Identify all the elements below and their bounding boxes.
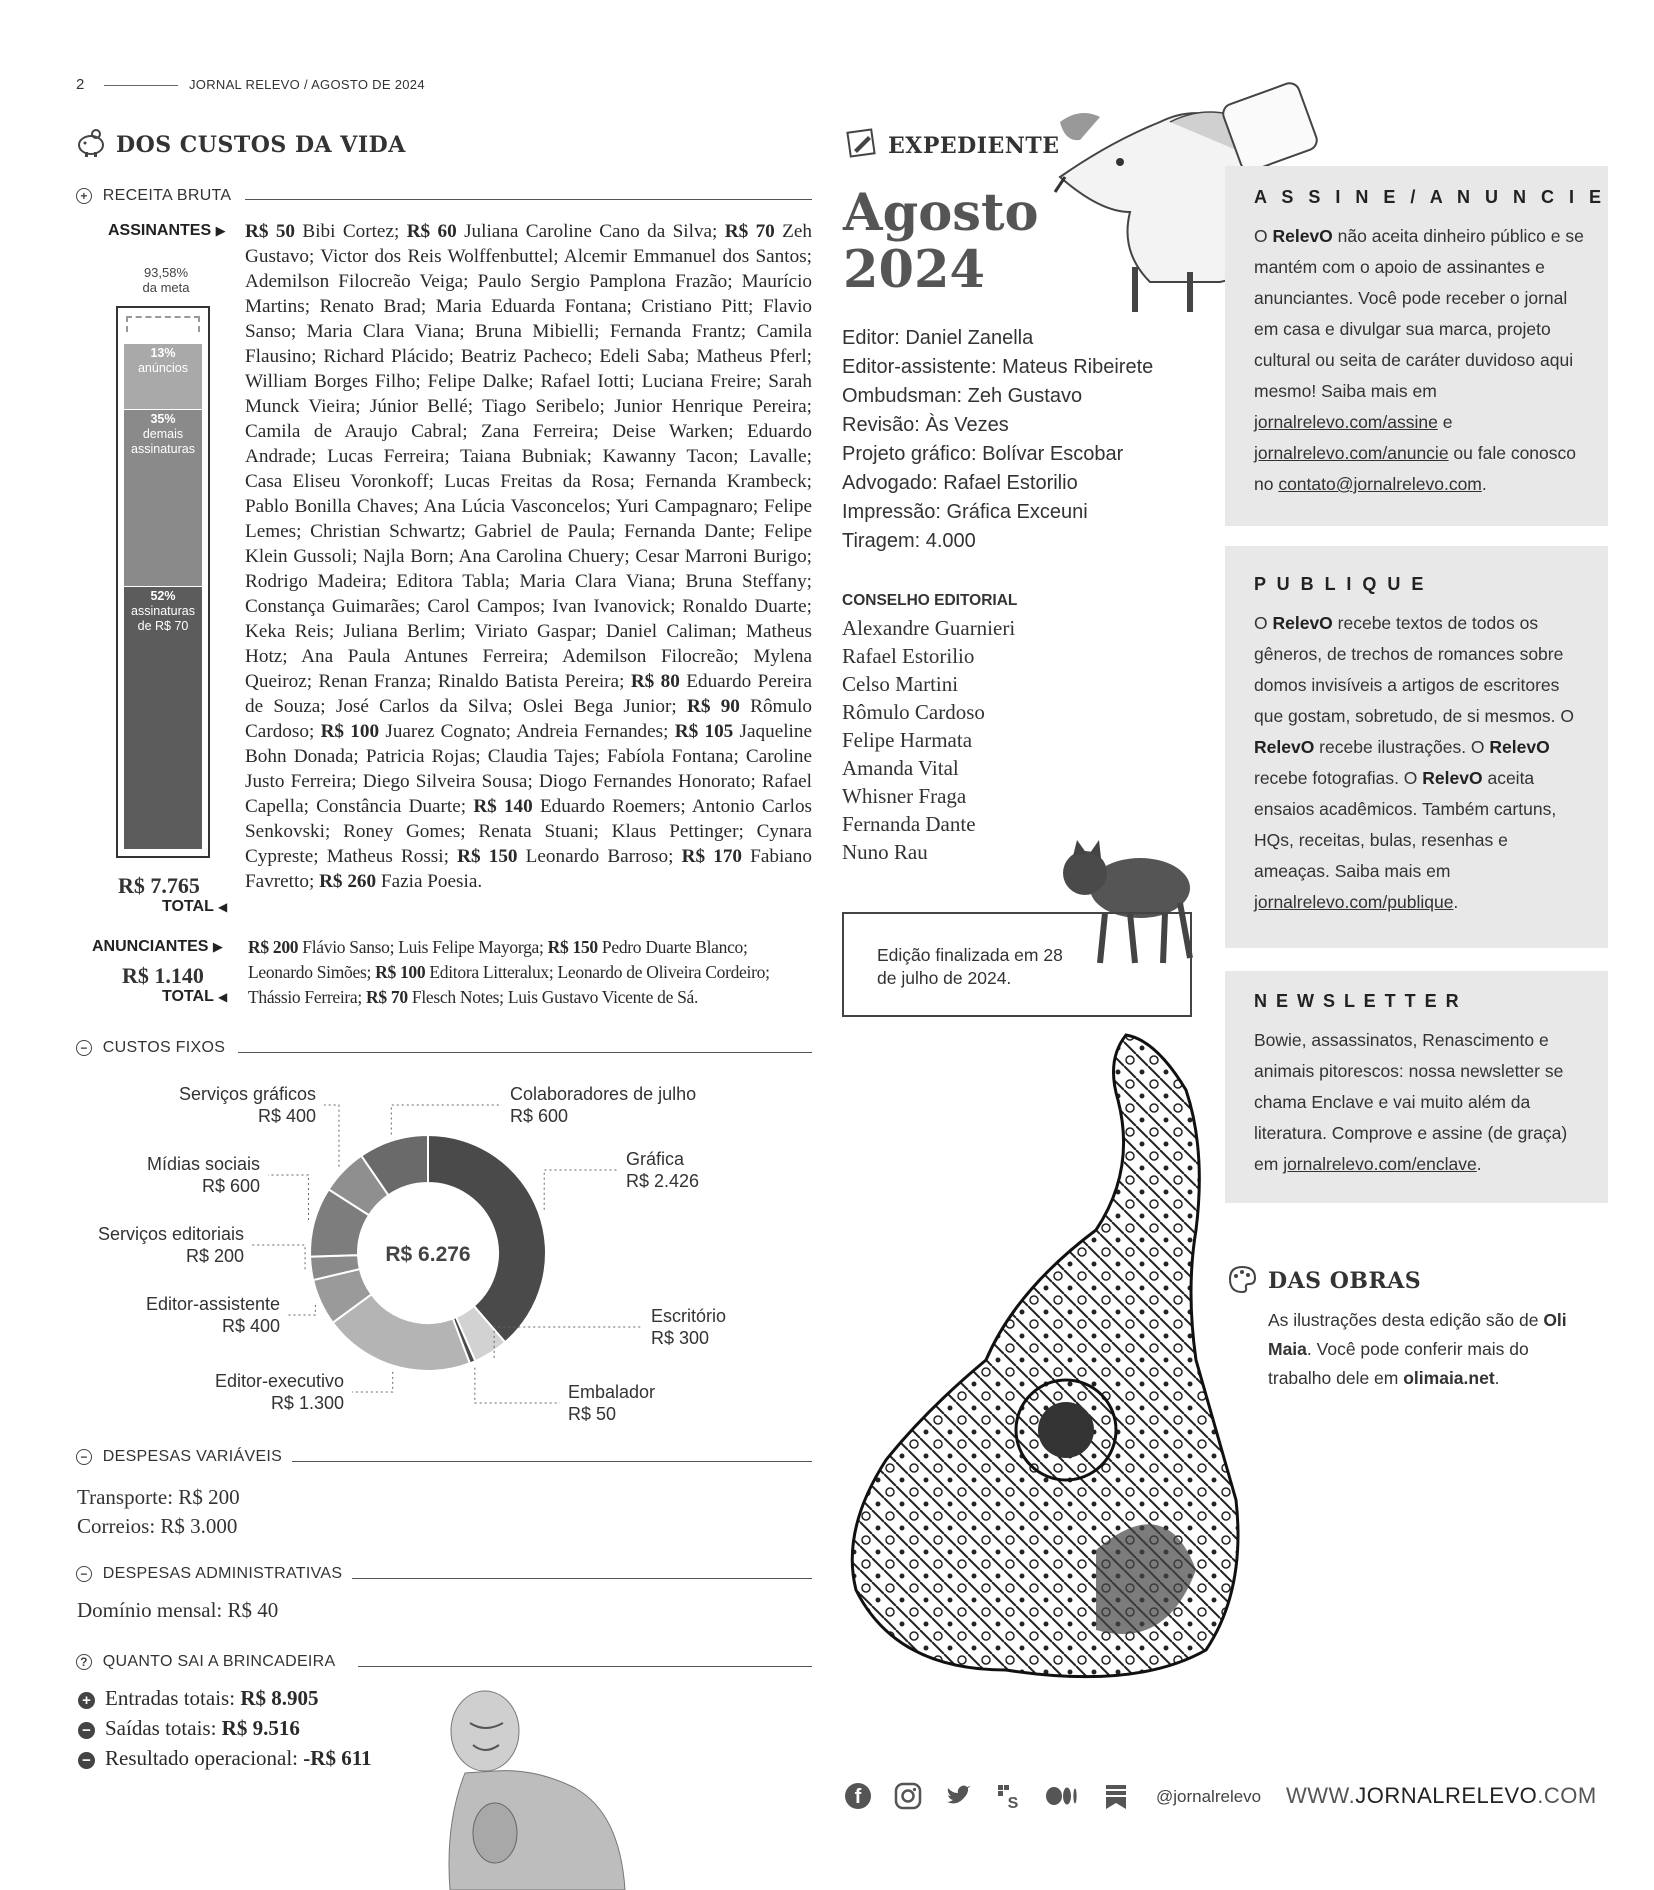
link[interactable]: jornalrelevo.com/assine	[1254, 412, 1438, 432]
amount: R$ 140	[473, 796, 533, 817]
summary-label: Saídas totais:	[105, 1716, 222, 1740]
names: Juliana Caroline Cano da Silva;	[456, 221, 725, 242]
staff-item: Editor: Daniel Zanella	[842, 327, 1034, 349]
amount: R$ 70	[724, 221, 775, 242]
anunciantes-list	[248, 935, 814, 1010]
donut-category-label: Colaboradores de julho	[510, 1084, 697, 1104]
staff-item: Ombudsman: Zeh Gustavo	[842, 385, 1083, 407]
meta-bar-remaining	[126, 316, 200, 332]
council-member: Amanda Vital	[842, 756, 959, 780]
edition-date	[843, 185, 1039, 299]
text: O	[1254, 613, 1273, 633]
despesa-dominio: Domínio mensal: R$ 40	[77, 1598, 279, 1622]
laughing-man-photo	[425, 1683, 635, 1890]
summary-label: Entradas totais:	[105, 1686, 241, 1710]
header-rule	[104, 85, 178, 86]
amount: R$ 200	[248, 937, 299, 957]
text: .	[1494, 1368, 1500, 1388]
meta-bar-stack	[124, 343, 202, 848]
anunciantes-total-label: TOTAL ◀	[162, 988, 228, 1005]
adm-rule	[352, 1578, 812, 1579]
names: Bibi Cortez;	[295, 221, 407, 242]
meta-label: 93,58% da meta	[142, 265, 190, 295]
amount: R$ 170	[681, 846, 743, 867]
text: .	[1481, 474, 1487, 494]
names: Fabiano Favretto;	[245, 846, 812, 892]
question-circle-icon: ?	[76, 1654, 92, 1670]
publique-text	[1254, 608, 1584, 918]
donut-category-label: Editor-executivo	[214, 1371, 344, 1391]
donut-category-label: Serviços gráficos	[178, 1084, 316, 1104]
donut-category-label: Serviços editoriais	[97, 1224, 244, 1244]
names: Flávio Sanso; Luis Felipe Mayorga;	[298, 937, 548, 957]
council-member: Nuno Rau	[842, 840, 928, 864]
text: recebe ilustrações. O	[1314, 737, 1490, 757]
donut-value-label: R$ 600	[201, 1176, 260, 1196]
minus-circle-icon: −	[76, 1566, 92, 1582]
receita-bruta-heading: + RECEITA BRUTA	[76, 187, 231, 205]
instagram-icon[interactable]	[894, 1782, 922, 1815]
facebook-icon[interactable]	[844, 1782, 872, 1815]
link[interactable]: jornalrelevo.com/enclave	[1283, 1154, 1477, 1174]
meta-bar-segment-pct: 13%	[150, 346, 176, 360]
link[interactable]: jornalrelevo.com/publique	[1254, 892, 1454, 912]
donut-category-label: Gráfica	[626, 1149, 685, 1169]
summary-row	[78, 1683, 372, 1713]
names: Fazia Poesia.	[376, 871, 483, 892]
plus-circle-icon: +	[76, 188, 92, 204]
amount: R$ 105	[674, 721, 734, 742]
text: O	[1254, 226, 1273, 246]
obras-title: DAS OBRAS	[1268, 1268, 1422, 1294]
text: . Você pode conferir mais do trabalho dele em	[1268, 1339, 1529, 1388]
brand-name: RelevO	[1272, 613, 1333, 633]
despesas-variaveis-heading: − DESPESAS VARIÁVEIS	[76, 1448, 282, 1466]
minus-circle-icon: −	[78, 1752, 95, 1769]
summary-value: R$ 9.516	[221, 1716, 300, 1740]
council-member: Celso Martini	[842, 672, 959, 696]
donut-value-label: R$ 400	[257, 1106, 316, 1126]
council-member: Alexandre Guarnieri	[842, 616, 1016, 640]
summary-row	[78, 1713, 372, 1743]
meta-bar-segment-label: demais assinaturas	[131, 427, 195, 456]
names: Rômulo Cardoso;	[245, 696, 812, 742]
council-member: Rafael Estorilio	[842, 644, 975, 668]
despesa-correios: Correios: R$ 3.000	[77, 1514, 238, 1538]
assine-anuncie-text	[1254, 221, 1584, 500]
anunciantes-label: ANUNCIANTES ▶	[92, 938, 223, 955]
meta-bar-segment	[124, 586, 202, 849]
quanto-sai-heading: ? QUANTO SAI A BRINCADEIRA	[76, 1653, 336, 1671]
names: Flesch Notes; Luis Gustavo Vicente de Sá.	[407, 987, 699, 1007]
plus-circle-icon: +	[78, 1692, 95, 1709]
quanto-rule	[358, 1666, 812, 1667]
publication-header: JORNAL RELEVO / AGOSTO DE 2024	[189, 77, 425, 92]
text: .	[1453, 892, 1459, 912]
text: aceita ensaios acadêmicos. Também cartuns, HQs, receitas, bulas, resenhas e ameaças. Saiba mais em	[1254, 768, 1557, 881]
minus-circle-icon: −	[78, 1722, 95, 1739]
variaveis-rule	[292, 1461, 812, 1462]
piggy-bank-icon	[76, 128, 108, 163]
names: Leonardo Barroso;	[517, 846, 682, 867]
meta-bar-segment-pct: 35%	[150, 412, 176, 426]
palette-icon	[1227, 1264, 1257, 1299]
donut-slice	[428, 1135, 546, 1342]
summary-label: Resultado operacional:	[105, 1746, 304, 1770]
assinantes-total: R$ 7.765	[118, 873, 200, 898]
donut-leader-line	[544, 1170, 618, 1210]
link[interactable]: contato@jornalrelevo.com	[1278, 474, 1482, 494]
medium-icon[interactable]	[1044, 1782, 1080, 1815]
amount: R$ 150	[457, 846, 518, 867]
names: Eduardo Pereira de Souza; José Carlos da Silva; Oslei Bega Junior;	[245, 671, 812, 717]
council-member: Rômulo Cardoso	[842, 700, 985, 724]
council-title: CONSELHO EDITORIAL	[842, 592, 1018, 609]
meta-bar-segment-label: assinaturas de R$ 70	[131, 604, 195, 633]
brand-name: RelevO	[1489, 737, 1550, 757]
edition-year: 2024	[843, 240, 985, 300]
substack-icon[interactable]	[994, 1782, 1022, 1815]
publique-title: P U B L I Q U E	[1254, 574, 1427, 594]
brand-name: olimaia.net	[1403, 1368, 1495, 1388]
minus-circle-icon: −	[76, 1040, 92, 1056]
brand-name: RelevO	[1422, 768, 1483, 788]
social-handle[interactable]: @jornalrelevo	[1156, 1787, 1262, 1806]
newsletter-text	[1254, 1025, 1584, 1180]
staff-item: Editor-assistente: Mateus Ribeirete	[842, 356, 1154, 378]
text: e	[1437, 412, 1453, 432]
staff-list	[842, 324, 1153, 556]
assinantes-label: ASSINANTES ▶	[108, 222, 226, 239]
staff-item: Advogado: Rafael Estorilio	[842, 472, 1078, 494]
donut-value-label: R$ 400	[221, 1316, 280, 1336]
expediente-title: EXPEDIENTE	[888, 133, 1060, 159]
council-list	[842, 614, 1015, 866]
council-member: Fernanda Dante	[842, 812, 976, 836]
donut-value-label: R$ 1.300	[270, 1393, 344, 1413]
names: Juarez Cognato; Andreia Fernandes;	[379, 721, 675, 742]
bookmark-icon[interactable]	[1102, 1782, 1130, 1815]
svg-text:f: f	[854, 1786, 862, 1808]
donut-category-label: Escritório	[651, 1306, 727, 1326]
social-icons	[844, 1782, 1130, 1815]
brand-name: Oli Maia	[1268, 1310, 1567, 1359]
assinantes-list	[245, 219, 812, 894]
text: ou fale conosco no	[1254, 443, 1577, 494]
custos-fixos-heading: − CUSTOS FIXOS	[76, 1039, 225, 1057]
staff-item: Tiragem: 4.000	[842, 530, 976, 552]
donut-category-label: Editor-assistente	[145, 1294, 280, 1314]
donut-leader-line	[352, 1372, 393, 1392]
obras-text	[1268, 1306, 1588, 1393]
newsletter-title: N E W S L E T T E R	[1254, 991, 1461, 1011]
website-link[interactable]: WWW.JORNALRELEVO.COM	[1286, 1783, 1597, 1808]
names: Editora Litteralux; Leonardo de Oliveira Cordeiro; Thássio Ferreira;	[248, 962, 770, 1007]
text: .	[1476, 1154, 1482, 1174]
donut-value-label: R$ 600	[510, 1106, 569, 1126]
assinantes-total-label: TOTAL ◀	[162, 898, 228, 915]
donut-leader-line	[252, 1245, 305, 1269]
summary-value: -R$ 611	[303, 1746, 372, 1770]
amount: R$ 60	[406, 221, 457, 242]
text: recebe textos de todos os gêneros, de trechos de romances sobre domos invisíveis a artigos de escritores que gostam, sobretudo, de si mesmos. O	[1254, 613, 1575, 726]
donut-leader-line	[268, 1175, 308, 1220]
minus-circle-icon: −	[76, 1449, 92, 1465]
link[interactable]: jornalrelevo.com/anuncie	[1254, 443, 1449, 463]
amount: R$ 80	[630, 671, 680, 692]
edition-month: Agosto	[843, 183, 1039, 243]
staff-item: Impressão: Gráfica Exceuni	[842, 501, 1088, 523]
donut-value-label: R$ 50	[568, 1404, 617, 1424]
summary-list	[78, 1683, 372, 1773]
despesas-variaveis-list	[77, 1483, 240, 1541]
pencil-icon	[846, 128, 876, 163]
text: As ilustrações desta edição são de	[1268, 1310, 1544, 1330]
staff-item: Projeto gráfico: Bolívar Escobar	[842, 443, 1124, 465]
staff-item: Revisão: Às Vezes	[842, 414, 1009, 436]
council-member: Felipe Harmata	[842, 728, 973, 752]
summary-value: R$ 8.905	[240, 1686, 319, 1710]
donut-leader-line	[324, 1105, 339, 1167]
donut-leader-line	[391, 1105, 502, 1135]
twitter-icon[interactable]	[944, 1782, 972, 1815]
donut-leader-line	[288, 1305, 315, 1315]
amount: R$ 70	[366, 987, 408, 1007]
receita-rule	[245, 199, 812, 200]
assine-anuncie-title: A S S I N E / A N U N C I E	[1254, 187, 1607, 207]
fixos-rule	[238, 1052, 812, 1053]
despesa-transporte: Transporte: R$ 200	[77, 1485, 240, 1509]
names: Zeh Gustavo; Victor dos Reis Wolffenbuttel; Alcemir Emmanuel dos Santos; Ademilson Filocreão Veiga; Paulo Sergio Pamplona Frazão; Maurício Martins; Renato Brad; Maria Eduarda Fontana; Cristiano Pitt; Flavio Sanso; Maria Clara Viana; Bruna Mibielli; Fernanda Frantz; Camila Flausino; Richard Plácido; Beatriz Pacheco; Edeli Saba; Matheus Pferl; William Borges Filho; Felipe Dalke; Rafael Iotti; Luciana Freire; Sarah Munck Vieira; Júnior Bellé; Tiago Seribelo; Junior Henrique Pereira; Camila de Araujo Cabral; Zana Ferreira; Deise Warken; Eduardo Andrade; Lucas Ferreira; Taiana Bubniak; Kawanny Tacon; Lavalle; Casa Eliseu Voronkoff; Lucas Freitas da Rosa; Fernanda Krambeck; Pablo Bonilla Chaves; Ana Lúcia Vasconcelos; Yuri Campagnaro; Felipe Lemes; Christian Schwartz; Gabriel de Paula; Fernanda Dante; Felipe Klein Gussoli; Najla Born; Ana Carolina Chuery; Cesar Marroni Burigo; Rodrigo Madeira; Editora Tabla; Maria Clara Viana; Bruna Steffany; Constança Guimarães; Carol Campos; Ivan Ivanovick; Ronaldo Duarte; Keka Reis; Juliana Berlim; Viriato Gaspar; Daniel Caliman; Matheus Hotz; Ana Paula Antunes Ferreira; Ademilson Filocreão; Mylena Queiroz; Renan Franza; Rinaldo Batista Pereira;	[245, 221, 812, 692]
text: recebe fotografias. O	[1254, 768, 1423, 788]
costs-donut-chart	[76, 1070, 816, 1440]
page-number: 2	[76, 76, 85, 93]
donut-value-label: R$ 2.426	[626, 1171, 700, 1191]
amount: R$ 100	[375, 962, 426, 982]
amount: R$ 150	[547, 937, 598, 957]
amount: R$ 50	[245, 221, 296, 242]
amount: R$ 90	[686, 696, 740, 717]
donut-value-label: R$ 300	[651, 1328, 710, 1348]
despesas-adm-heading: − DESPESAS ADMINISTRATIVAS	[76, 1565, 342, 1583]
costs-title: DOS CUSTOS DA VIDA	[116, 132, 406, 158]
amount: R$ 100	[320, 721, 380, 742]
donut-category-label: Mídias sociais	[146, 1154, 260, 1174]
donut-value-label: R$ 200	[185, 1246, 244, 1266]
meta-bar-segment-pct: 52%	[150, 589, 176, 603]
summary-row	[78, 1743, 372, 1773]
amount: R$ 260	[319, 871, 377, 892]
donut-center-total: R$ 6.276	[385, 1243, 471, 1266]
svg-text:S: S	[1007, 1795, 1019, 1810]
donut-leader-line	[475, 1368, 560, 1403]
meta-bar-segment	[124, 409, 202, 586]
donut-category-label: Embalador	[568, 1382, 656, 1402]
meta-bar-segment-label: anúncios	[137, 361, 189, 375]
finalized-text: Edição finalizada em 28 de julho de 2024.	[877, 945, 1063, 988]
brand-name: RelevO	[1254, 737, 1315, 757]
council-member: Whisner Fraga	[842, 784, 967, 808]
anunciantes-total: R$ 1.140	[122, 963, 204, 988]
names: Pedro Duarte Blanco; Leonardo Simões;	[248, 937, 748, 982]
brand-name: RelevO	[1272, 226, 1333, 246]
names: Jaqueline Bohn Donada; Patricia Rojas; Claudia Tajes; Fabíola Fontana; Caroline Justo Ferreira; Diego Silveira Sousa; Diogo Fernandes Honorato; Rafael Capella; Constância Duarte;	[245, 721, 813, 817]
text: Bowie, assassinatos, Renascimento e animais pitorescos: nossa newsletter se chama Enclave e vai muito além da literatura. Comprove e assine (de graça) em	[1254, 1030, 1568, 1174]
meta-bar-segment	[124, 343, 202, 409]
text: não aceita dinheiro público e se mantém com o apoio de assinantes e anunciantes. Você pode receber o jornal em casa e divulgar sua marca, projeto cultural ou seita de caráter duvidoso aqui mesmo! Saiba mais em	[1254, 226, 1584, 401]
names: Eduardo Roemers; Antonio Carlos Senkovski; Roney Gomes; Renata Stuani; Klaus Pettinger; Cynara Cypreste; Matheus Rossi;	[245, 796, 812, 867]
